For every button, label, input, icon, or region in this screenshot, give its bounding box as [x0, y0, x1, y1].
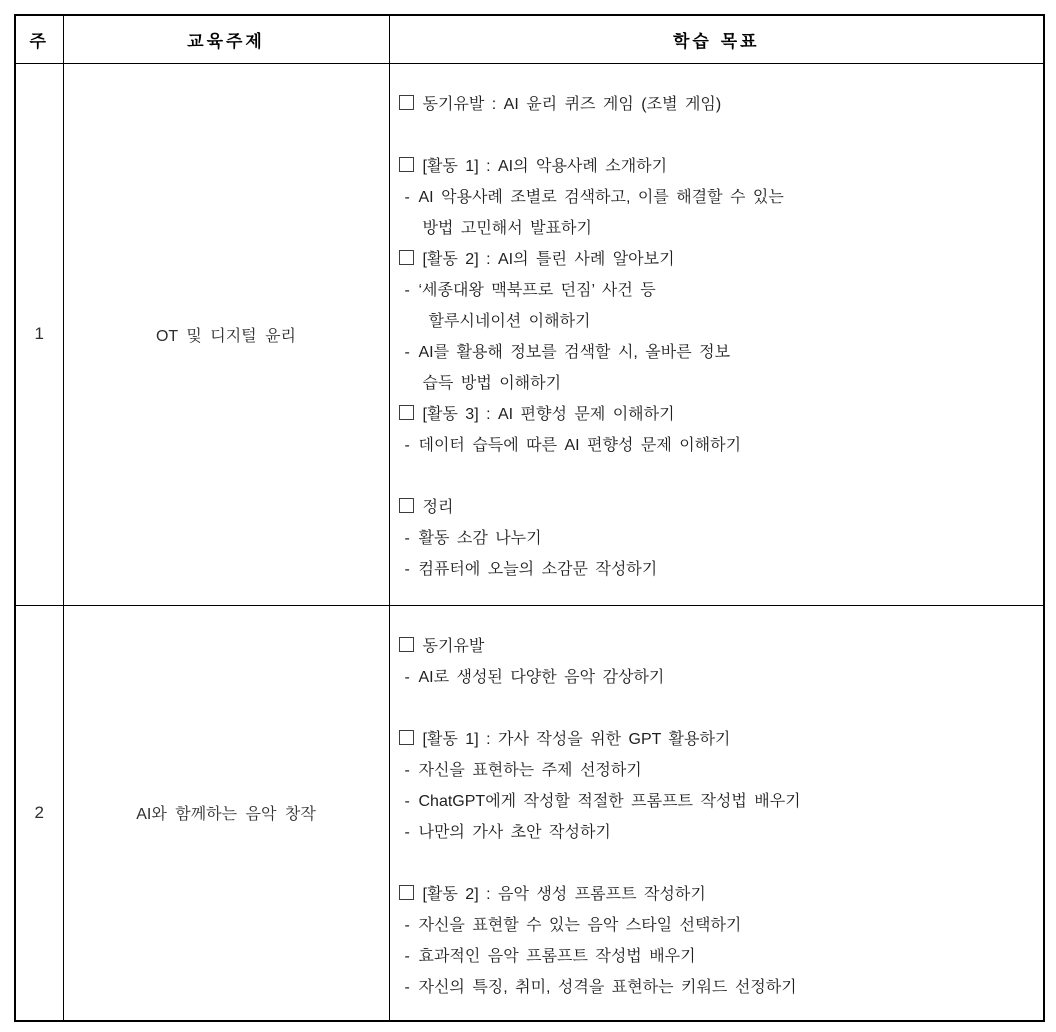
objective-text: 나만의 가사 초안 작성하기 [418, 823, 611, 841]
curriculum-sheet [14, 14, 1045, 1022]
objective-line [399, 430, 1036, 461]
objective-text: [활동 1] : 가사 작성을 위한 GPT 활용하기 [422, 730, 731, 748]
objective-line [399, 554, 1036, 585]
line-marker: - [404, 823, 410, 841]
objective-text: [활동 3] : AI 편향성 문제 이해하기 [422, 405, 675, 423]
objective-line [399, 786, 1036, 817]
objective-text: 자신을 표현하는 주제 선정하기 [418, 761, 642, 779]
line-marker: - [404, 947, 410, 965]
objective-line [399, 910, 1036, 941]
objective-text: [활동 1] : AI의 악용사례 소개하기 [422, 157, 668, 175]
objective-line [399, 972, 1036, 1003]
objective-text: ‘세종대왕 맥북프로 던짐’ 사건 등 [418, 281, 656, 299]
col-header-objectives: 학습 목표 [389, 15, 1044, 63]
objective-text: 효과적인 음악 프롬프트 작성법 배우기 [418, 947, 696, 965]
checkbox-icon [399, 250, 414, 265]
objectives-cell [389, 63, 1044, 605]
line-marker: - [404, 916, 410, 934]
line-marker [399, 724, 423, 755]
objective-text: 자신의 특징, 취미, 성격을 표현하는 키워드 선정하기 [418, 978, 797, 996]
line-marker: - [404, 792, 410, 810]
line-marker: - [404, 560, 410, 578]
checkbox-icon [399, 730, 414, 745]
line-marker: - [404, 529, 410, 547]
curriculum-table [14, 14, 1045, 1022]
objective-line [399, 89, 1036, 120]
objective-text: 방법 고민해서 발표하기 [422, 219, 592, 237]
objective-line [399, 244, 1036, 275]
objective-text: AI 악용사례 조별로 검색하고, 이를 해결할 수 있는 [418, 188, 784, 206]
objective-text: 활동 소감 나누기 [418, 529, 542, 547]
objective-line [399, 724, 1036, 755]
objective-line [399, 213, 1036, 244]
objective-text: 데이터 습득에 따른 AI 편향성 문제 이해하기 [418, 436, 742, 454]
objective-line [399, 631, 1036, 662]
objectives-cell [389, 605, 1044, 1021]
objective-text: 동기유발 : AI 윤리 퀴즈 게임 (조별 게임) [422, 95, 722, 113]
objective-line [399, 693, 1036, 724]
checkbox-icon [399, 498, 414, 513]
objective-line [399, 848, 1036, 879]
objectives-list [399, 631, 1036, 1003]
table-row-week-1 [15, 63, 1044, 605]
objective-line [399, 151, 1036, 182]
objective-line [399, 275, 1036, 306]
col-header-topic: 교육주제 [63, 15, 389, 63]
line-marker [399, 151, 423, 182]
line-marker: - [404, 978, 410, 996]
objective-line [399, 306, 1036, 337]
objective-line [399, 120, 1036, 151]
objective-line [399, 492, 1036, 523]
objective-line [399, 879, 1036, 910]
objective-text: 습득 방법 이해하기 [422, 374, 562, 392]
objective-text [399, 468, 406, 485]
line-marker: - [404, 281, 410, 299]
line-marker: - [404, 761, 410, 779]
objective-text: [활동 2] : 음악 생성 프롬프트 작성하기 [422, 885, 706, 903]
objective-text: 컴퓨터에 오늘의 소감문 작성하기 [418, 560, 658, 578]
objective-text: AI를 활용해 정보를 검색할 시, 올바른 정보 [418, 343, 731, 361]
objective-text: 동기유발 [422, 637, 485, 655]
objective-line [399, 755, 1036, 786]
checkbox-icon [399, 157, 414, 172]
table-header-row [15, 15, 1044, 63]
line-marker [399, 89, 423, 120]
topic-cell: OT 및 디지털 윤리 [63, 63, 389, 605]
line-marker [399, 244, 423, 275]
objective-line [399, 368, 1036, 399]
checkbox-icon [399, 637, 414, 652]
objective-text: [활동 2] : AI의 틀린 사례 알아보기 [422, 250, 675, 268]
table-row-week-2 [15, 605, 1044, 1021]
objective-text [399, 127, 406, 144]
objective-text: 할루시네이션 이해하기 [428, 312, 591, 330]
checkbox-icon [399, 95, 414, 110]
objective-text [399, 855, 406, 872]
line-marker [399, 879, 423, 910]
line-marker [399, 492, 423, 523]
objective-line [399, 337, 1036, 368]
objective-text: ChatGPT에게 작성할 적절한 프롬프트 작성법 배우기 [418, 792, 801, 810]
line-marker: - [404, 436, 410, 454]
line-marker [399, 399, 423, 430]
objective-line [399, 662, 1036, 693]
line-marker: - [404, 668, 410, 686]
objective-line [399, 523, 1036, 554]
objective-text [399, 700, 406, 717]
topic-cell: AI와 함께하는 음악 창작 [63, 605, 389, 1021]
objective-line [399, 817, 1036, 848]
checkbox-icon [399, 885, 414, 900]
line-marker: - [404, 343, 410, 361]
objective-line [399, 461, 1036, 492]
col-header-week: 주 [15, 15, 63, 63]
line-marker: - [404, 188, 410, 206]
checkbox-icon [399, 405, 414, 420]
objective-line [399, 941, 1036, 972]
week-number-cell: 1 [15, 63, 63, 605]
line-marker [399, 631, 423, 662]
objective-line [399, 182, 1036, 213]
objective-text: AI로 생성된 다양한 음악 감상하기 [418, 668, 665, 686]
objective-text: 자신을 표현할 수 있는 음악 스타일 선택하기 [418, 916, 742, 934]
objective-line [399, 399, 1036, 430]
week-number-cell: 2 [15, 605, 63, 1021]
objective-text: 정리 [422, 498, 454, 516]
objectives-list [399, 89, 1036, 585]
